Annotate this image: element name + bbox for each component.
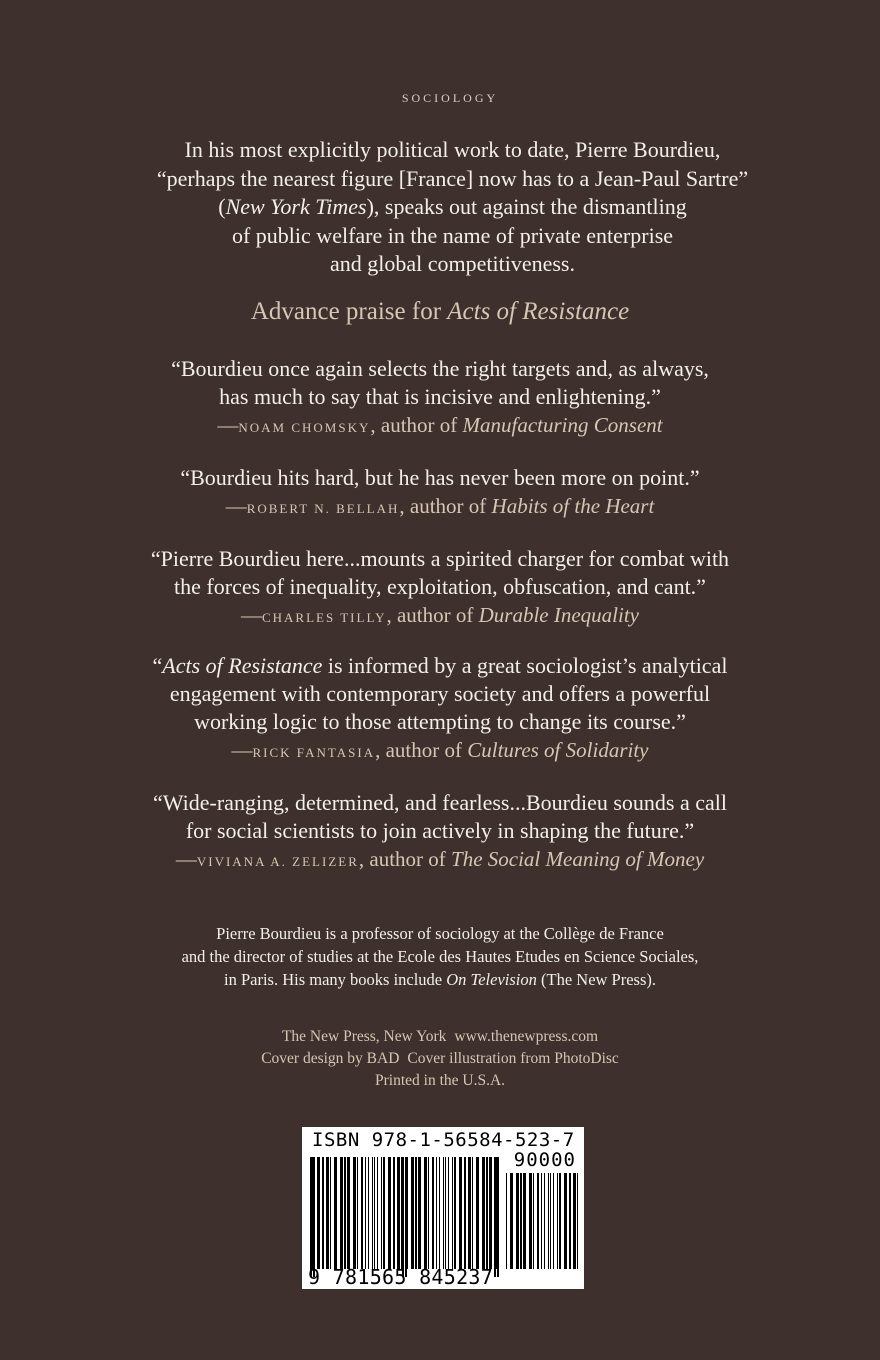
barcode-bar (340, 1157, 343, 1269)
barcode-bar (397, 1157, 400, 1269)
barcode-bar (573, 1173, 576, 1269)
barcode-bar (448, 1157, 449, 1269)
barcode-bar (559, 1173, 561, 1269)
quote-line: “Acts of Resistance is informed by a great sociologist’s analytical (152, 653, 728, 678)
credits-line: Printed in the U.S.A. (374, 1072, 506, 1089)
book-title: Acts of Resistance (162, 653, 323, 678)
quote-attribution: —RICK FANTASIA, author of Cultures of Solidarity (231, 738, 649, 762)
barcode-guard-bar (494, 1157, 496, 1277)
barcode-bar (557, 1173, 558, 1269)
barcode-bar (353, 1157, 356, 1269)
intro-blurb (80, 136, 825, 279)
praise-heading: Advance praise for Acts of Resistance (250, 298, 630, 325)
barcode-bar (365, 1157, 366, 1269)
author-book: Durable Inequality (478, 603, 640, 627)
barcode-guard-bar (310, 1157, 312, 1277)
barcode-bar (482, 1157, 485, 1269)
quote-line: “Pierre Bourdieu here...mounts a spirited charger for combat with (150, 546, 730, 571)
author-book: Manufacturing Consent (462, 413, 663, 437)
bio-line: Pierre Bourdieu is a professor of sociology at the Collège de France (216, 924, 664, 943)
bio-line: in Paris. His many books include On Television (The New Press). (223, 970, 657, 989)
barcode-bar (529, 1173, 532, 1269)
barcode-guard-bar (402, 1157, 404, 1277)
barcode-bar (577, 1173, 578, 1269)
barcode-bar (381, 1157, 382, 1269)
quote-line: “Bourdieu hits hard, but he has never been more on point.” (180, 465, 700, 490)
barcode-bar (411, 1157, 414, 1269)
barcode-bar (533, 1173, 534, 1269)
barcode-bar (388, 1157, 391, 1269)
intro-line: In his most explicitly political work to date, Pierre Bourdieu, (184, 137, 721, 162)
author-name: NOAM CHOMSKY (238, 420, 371, 435)
publisher-website: www.thenewpress.com (454, 1028, 599, 1045)
source-title: New York Times (225, 194, 367, 219)
author-name: CHARLES TILLY (261, 610, 387, 625)
barcode-bar (377, 1157, 378, 1269)
credits-line (60, 1048, 820, 1070)
praise-quote (60, 789, 820, 876)
praise-quote (60, 545, 820, 632)
quote-attribution: —CHARLES TILLY, author of Durable Inequality (240, 603, 640, 627)
barcode-bar (393, 1157, 395, 1269)
praise-quote (60, 464, 820, 523)
quote-line: “Wide-ranging, determined, and fearless...Bourdieu sounds a call (153, 790, 727, 815)
quote-line: for social scientists to join actively in shaping the future.” (185, 818, 695, 843)
author-bio (60, 922, 820, 991)
barcode-bar (317, 1157, 320, 1269)
quote-attribution: —VIVIANA A. ZELIZER, author of The Social Meaning of Money (175, 847, 705, 871)
barcode-bar (443, 1157, 444, 1269)
isbn-barcode (302, 1127, 584, 1289)
cover-illustration: Cover illustration from PhotoDisc (407, 1050, 619, 1067)
barcode-bar (544, 1173, 545, 1269)
barcode-bar (436, 1157, 437, 1269)
barcode-bar (383, 1157, 385, 1269)
barcode-bar (401, 1157, 402, 1269)
barcode-bar (445, 1157, 446, 1269)
barcode-bar (520, 1173, 522, 1269)
barcode-bar (415, 1157, 417, 1269)
barcode-bar (361, 1157, 363, 1269)
barcode-bar (454, 1157, 456, 1269)
publisher-name: The New Press, New York (281, 1028, 447, 1045)
quote-line: “Bourdieu once again selects the right targets and, as always, (171, 356, 709, 381)
barcode-bar (468, 1157, 471, 1269)
barcode-bar (510, 1173, 513, 1269)
barcode-bar (368, 1157, 369, 1269)
barcode-bar (472, 1157, 473, 1269)
author-name: VIVIANA A. ZELIZER (196, 854, 359, 869)
barcode-bar (452, 1157, 453, 1269)
barcode-bar (541, 1173, 542, 1269)
intro-line: and global competitiveness. (330, 251, 575, 276)
quote-line: the forces of inequality, exploitation, obfuscation, and cant.” (174, 574, 706, 599)
barcode-bar (523, 1173, 526, 1269)
bio-line: and the director of studies at the Ecole des Hautes Etudes en Science Sociales, (181, 947, 699, 966)
cover-design: Cover design by BAD (261, 1050, 400, 1067)
praise-quote (60, 652, 820, 767)
barcode-bar (374, 1157, 375, 1269)
author-name: RICK FANTASIA (252, 745, 376, 760)
intro-line: (New York Times), speaks out against the dismantling (218, 194, 687, 219)
barcode-bar (330, 1157, 331, 1269)
barcode-bar (322, 1157, 324, 1269)
barcode-guard-bar (405, 1157, 407, 1277)
intro-line: of public welfare in the name of private enterprise (231, 222, 674, 248)
barcode-digits: 9 781565 845237 (308, 1265, 494, 1289)
category-label: SOCIOLOGY (401, 91, 499, 105)
barcode-bar (486, 1157, 488, 1269)
barcode-bar (516, 1173, 519, 1269)
isbn-number: ISBN 978-1-56584-523-7 (312, 1129, 575, 1151)
barcode-bar (459, 1157, 462, 1269)
publisher-credits (60, 1026, 820, 1092)
quote-line: has much to say that is incisive and enlightening.” (219, 384, 661, 409)
quote-attribution: —ROBERT N. BELLAH, author of Habits of the Heart (225, 494, 655, 518)
barcode-bar (424, 1157, 427, 1269)
barcode-bar (344, 1157, 346, 1269)
barcode-bar (334, 1157, 337, 1269)
quote-line: working logic to those attempting to change its course.” (194, 709, 686, 734)
praise-quote (60, 355, 820, 442)
author-book: Cultures of Solidarity (467, 738, 649, 762)
barcode-bar (464, 1157, 466, 1269)
barcode-bar (372, 1157, 373, 1269)
quote-line: engagement with contemporary society and offers a powerful (169, 681, 711, 706)
barcode-bar (418, 1157, 421, 1269)
barcode-bar (553, 1173, 554, 1269)
barcode-bar (439, 1157, 440, 1269)
barcode-bar (548, 1173, 549, 1269)
book-title: Acts of Resistance (447, 298, 630, 325)
barcode-bar (432, 1157, 434, 1269)
barcode-bar (550, 1173, 551, 1269)
bio-book-title: On Television (446, 970, 537, 989)
barcode-guard-bar (313, 1157, 315, 1277)
barcode-bar (506, 1173, 507, 1269)
barcode-bar (347, 1157, 350, 1269)
barcode-bar (569, 1173, 571, 1269)
intro-line: “perhaps the nearest figure [France] now has to a Jean-Paul Sartre” (156, 165, 749, 191)
price-code: 90000 (513, 1149, 576, 1171)
credits-line (60, 1026, 820, 1048)
barcode-bar (489, 1157, 492, 1269)
author-book: Habits of the Heart (491, 494, 655, 518)
quote-attribution: —NOAM CHOMSKY, author of Manufacturing Consent (217, 413, 663, 437)
barcode-bar (537, 1173, 539, 1269)
barcode-bar (428, 1157, 429, 1269)
author-name: ROBERT N. BELLAH (246, 501, 400, 516)
barcode-bar (326, 1157, 329, 1269)
barcode-bar (476, 1157, 479, 1269)
author-book: The Social Meaning of Money (451, 847, 705, 871)
barcode-bar (357, 1157, 358, 1269)
barcode-guard-bar (497, 1157, 499, 1277)
barcode-bar (564, 1173, 567, 1269)
